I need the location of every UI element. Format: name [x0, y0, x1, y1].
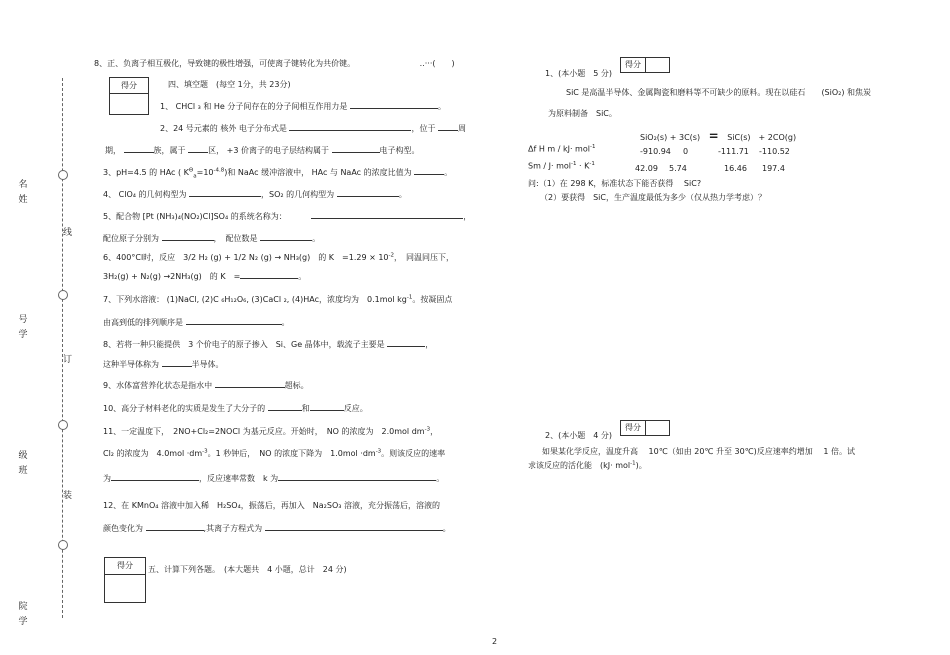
score-label: 得分: [121, 81, 137, 90]
fill-12a: 12、在 KMnO₄ 溶液中加入稀 H₂SO₄，振荡后，再加入 Na₂SO₃ 溶液，充分振荡后，溶液的: [103, 501, 441, 510]
binding-hole: [58, 540, 68, 550]
calc-1-text-2: 为原料制备 SiC。: [548, 109, 617, 118]
fill-5b: 配位原子分别为 ， 配位数是 。: [103, 234, 321, 243]
score-box-2: [104, 557, 146, 603]
fill-8b: 这种半导体称为 半导体。: [103, 360, 224, 369]
fill-4: 4、 ClO₄ 的几何构型为 ，SO₂ 的几何构型为 。: [103, 190, 407, 199]
section-4-title: 四、填空题 (每空 1分，共 23分): [168, 80, 291, 89]
score-label: 得分: [117, 561, 133, 570]
separator-install: 装: [63, 491, 73, 501]
row-entropy: $Sm / J\cdot mol^{-1} \cdot K^{-1}$: [528, 161, 595, 171]
fill-2a: 2、24 号元素的 核外 电子分布式是 ，位于 周: [160, 124, 466, 133]
binding-hole: [58, 290, 68, 300]
row-enthalpy: Δf H m / kJ· mol$^{-1}$: [528, 144, 596, 154]
enthalpy-sic: -111.71: [718, 147, 749, 156]
calc-1-title: 1、(本小题 5 分): [545, 69, 612, 78]
fill-11c: 为 ，反应速率常数 k 为 。: [103, 474, 445, 483]
separator-bind: 订: [63, 355, 73, 365]
entropy-sio2: 42.09: [635, 164, 658, 173]
side-label-id: 号学: [18, 315, 28, 340]
fill-2b: 期， 族，属于 区， +3 价离子的电子层结构属于 电子构型。: [105, 146, 420, 155]
question-b: （2）要获得 SiC，生产温度最低为多少（仅从热力学考虑）？: [540, 193, 766, 202]
fill-9: 9、水体富营养化状态是指水中 超标。: [103, 381, 309, 390]
binding-hole: [58, 170, 68, 180]
score-label: 得分: [621, 421, 646, 435]
question-8-top: 8、正、负离子相互极化，导致键的极性增强，可使离子键转化为共价键。 ..···( ): [94, 59, 455, 68]
score-box-calc-2: [620, 420, 670, 436]
binding-hole: [58, 420, 68, 430]
fill-3: 3、pH=4.5 的 HAc ( $K^\Theta_a=10^{-4.8}$)和 NaAc 缓冲溶液中， HAc 与 NaAc 的浓度比值为 。: [103, 167, 453, 180]
fill-11b: Cl₂ 的浓度为 $4.0mol \cdot dm^{-3}$。1 秒钟后， NO 的浓度下降为 $1.0mol \cdot dm^{-3}$。则该反应的速率: [103, 448, 446, 458]
separator-line: 线: [63, 228, 73, 238]
fill-6b: 3H₂(g) + N₂(g) →2NH₃(g) 的 K = 。: [103, 272, 307, 281]
fill-7a: 7、下列水溶液： (1)NaCl, (2)C ₆H₁₂O₆, (3)CaCl ₂, (4)HAc，浓度均为 0.1mol $kg^{-1}$。按凝固点: [103, 294, 453, 304]
reaction-equation: SiO₂(s) + 3C(s) = SiC(s) + 2CO(g): [640, 129, 797, 143]
calc-2-text-1: 如果某化学反应，温度升高 10℃（如由 20℃ 升至 30℃)反应速率约增加 1 倍。试: [542, 447, 855, 456]
score-box-calc-1: [620, 57, 670, 73]
fill-5a: 5、配合物 [Pt (NH₃)₄(NO₂)Cl]SO₄ 的系统名称为： ，: [103, 212, 472, 221]
fill-12b: 颜色变化为 ,其离子方程式为 。: [103, 524, 451, 533]
side-label-college: 院学: [18, 602, 28, 627]
score-box: [109, 77, 149, 115]
section-5-title: 五、计算下列各题。 (本大题共 4 小题，总计 24 分): [148, 565, 347, 574]
fill-6a: 6、400°Cl时，反应 3/2 H₂ (g) + 1/2 N₂ (g) → NH₃(g) 的 K $=1.29 \times 10^{-2}$， 同温同压下，: [103, 252, 455, 262]
side-label-class: 级班: [18, 451, 28, 476]
question-a: 问:（1）在 298 K，标准状态下能否获得 SiC?: [528, 179, 702, 188]
calc-2-title: 2、(本小题 4 分): [545, 431, 612, 440]
fill-10: 10、高分子材料老化的实质是发生了大分子的 和 反应。: [103, 404, 368, 413]
page-number: 2: [492, 637, 498, 646]
score-label: 得分: [621, 58, 646, 72]
entropy-c: 5.74: [669, 164, 687, 173]
fill-8a: 8、若将一种只能提供 3 个价电子的原子掺入 Si、Ge 晶体中，载流子主要是 ，: [103, 340, 434, 349]
entropy-sic: 16.46: [724, 164, 747, 173]
fill-11a: 11、一定温度下， 2NO+Cl₂=2NOCl 为基元反应。开始时， NO 的浓度为 2.0mol $dm^{-3}$，: [103, 426, 439, 436]
fill-7b: 由高到低的排列顺序是 。: [103, 318, 290, 327]
fill-1: 1、 CHCl ₃ 和 He 分子间存在的分子间相互作用力是 。: [160, 102, 446, 111]
calc-1-text-1: SiC 是高温半导体、金属陶瓷和磨料等不可缺少的原料。现在以硅石 (SiO₂) 和焦炭: [566, 88, 872, 97]
enthalpy-c: 0: [683, 147, 689, 156]
entropy-co: 197.4: [762, 164, 785, 173]
calc-2-text-2: 求该反应的活化能 (kJ· mol$^{-1}$)。: [528, 460, 647, 470]
enthalpy-co: -110.52: [759, 147, 790, 156]
side-label-name: 名姓: [18, 180, 28, 205]
enthalpy-sio2: -910.94: [640, 147, 671, 156]
binding-line: [62, 78, 63, 618]
